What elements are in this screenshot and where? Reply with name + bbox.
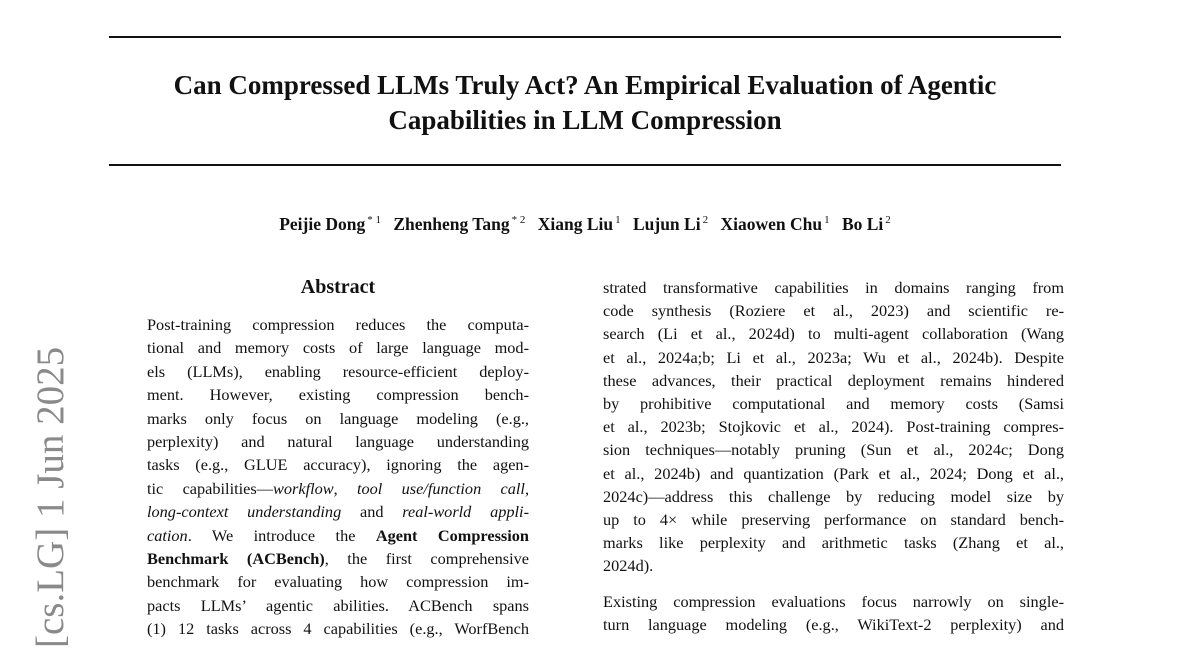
intro-line: up to 4× while preserving performance on standard bench- (603, 510, 1064, 530)
abstract-line: tional and memory costs of large language mod- (147, 338, 529, 358)
intro-line: marks like perplexity and arithmetic tasks (Zhang et al., (603, 533, 1064, 553)
intro-line: Existing compression evaluations focus narrowly on single- (603, 591, 1064, 611)
author-list (109, 208, 1061, 236)
paper-title (109, 68, 1061, 138)
title-rule-top (109, 36, 1061, 38)
intro-line: 2024d). (603, 556, 654, 576)
abstract-line: cation. We introduce the Agent Compression (147, 525, 529, 545)
abstract-line: long-context understanding and real-world appli- (147, 502, 529, 522)
intro-line: et al., 2023b; Stojkovic et al., 2024). Post-training compres- (603, 417, 1064, 437)
abstract-line: els (LLMs), enabling resource-efficient deploy- (147, 361, 529, 381)
intro-line: sion techniques—notably pruning (Sun et al., 2024c; Dong (603, 440, 1064, 460)
abstract-line: (1) 12 tasks across 4 capabilities (e.g., WorfBench (147, 619, 529, 639)
arxiv-stamp: [cs.LG] 1 Jun 2025 (29, 346, 72, 648)
abstract-body (147, 313, 529, 641)
intro-line: code synthesis (Roziere et al., 2023) and scientific re- (603, 301, 1064, 321)
author: Zhenheng Tang $^{* 2}$ (393, 214, 526, 234)
intro-paragraph (603, 590, 1064, 636)
paragraph-gap (603, 578, 1064, 590)
title-line: Capabilities in LLM Compression (388, 105, 782, 135)
intro-line: these advances, their practical deployment remains hindered (603, 370, 1064, 390)
abstract-line: Post-training compression reduces the computa- (147, 315, 529, 334)
intro-line: turn language modeling (e.g., WikiText-2 perplexity) and (603, 614, 1064, 634)
intro-line: search (Li et al., 2024d) to multi-agent collaboration (Wang (603, 324, 1064, 344)
intro-line: et al., 2024b) and quantization (Park et al., 2024; Dong et al., (603, 463, 1064, 483)
author: Xiang Liu $^1$ (537, 214, 621, 234)
abstract-line: tasks (e.g., GLUE accuracy), ignoring the agen- (147, 455, 529, 475)
abstract-line: Benchmark (ACBench), the first comprehensive (147, 549, 529, 569)
abstract-line: benchmark for evaluating how compression im- (147, 572, 529, 592)
abstract-line: perplexity) and natural language understanding (147, 432, 529, 452)
author: Lujun Li $^2$ (632, 214, 709, 234)
title-line: Can Compressed LLMs Truly Act? An Empirical Evaluation of Agentic (173, 70, 997, 100)
abstract-line: pacts LLMs’ agentic abilities. ACBench spans (147, 595, 529, 615)
intro-line: by prohibitive computational and memory costs (Samsi (603, 394, 1064, 414)
abstract-line: tic capabilities—workflow, tool use/function call, (147, 478, 530, 498)
title-rule-bottom (109, 164, 1061, 166)
intro-line: et al., 2024a;b; Li et al., 2023a; Wu et al., 2024b). Despite (603, 347, 1064, 367)
abstract-line: marks only focus on language modeling (e.g., (147, 408, 529, 428)
introduction-body (603, 276, 1064, 636)
intro-line: 2024c)—address this challenge by reducing model size by (603, 486, 1064, 506)
author: Xiaowen Chu $^1$ (720, 214, 830, 234)
intro-line: strated transformative capabilities in domains ranging from (603, 278, 1064, 297)
abstract-heading: Abstract (300, 276, 376, 298)
author: Bo Li $^2$ (841, 214, 891, 234)
abstract-line: ment. However, existing compression bench- (147, 385, 529, 405)
author: Peijie Dong $^{* 1}$ (279, 214, 381, 234)
intro-paragraph (603, 276, 1064, 578)
